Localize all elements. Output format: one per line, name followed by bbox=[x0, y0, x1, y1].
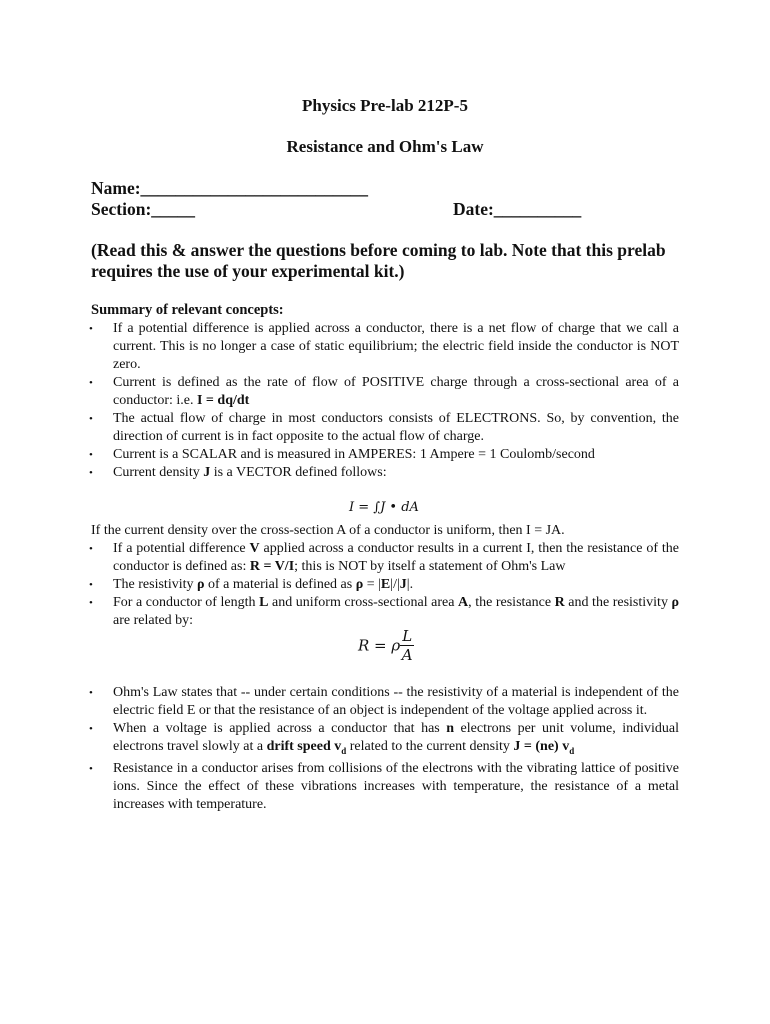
list-item: • For a conductor of length L and uniform cross-sectional area A, the resistance R and the resistivity ρ are related by: bbox=[91, 594, 679, 630]
list-item: • The actual flow of charge in most conductors consists of ELECTRONS. So, by convention, the direction of current is in fact opposite to the actual flow of charge. bbox=[91, 410, 679, 446]
current-integral-formula: I = ∫J • dA bbox=[349, 500, 419, 515]
resistance-formula: R = ρ $\frac{L}{A}$ bbox=[358, 627, 413, 664]
list-item: • When a voltage is applied across a conductor that has n electrons per unit volume, individual electrons travel slowly at a drift speed $v_d$ related to the current density J = (ne) $v_d$ bbox=[91, 720, 679, 760]
course-title: Physics Pre-lab 212P-5 bbox=[302, 96, 468, 115]
date-field: Date:__________ bbox=[453, 199, 582, 219]
list-item: • If a potential difference is applied across a conductor, there is a net flow of charge that we call a current. This is no longer a case of static equilibrium; the electric field inside the conductor is NOT zero. bbox=[91, 320, 679, 374]
instruction-text: (Read this & answer the questions before coming to lab. Note that this prelab requires the use of your experimental kit.) bbox=[91, 240, 666, 281]
list-item: • Current density J is a VECTOR defined follows: bbox=[91, 464, 679, 482]
lab-title: Resistance and Ohm's Law bbox=[286, 137, 484, 156]
list-item: • Current is defined as the rate of flow of POSITIVE charge through a cross-sectional area of a conductor: i.e. I = dq/dt bbox=[91, 374, 679, 410]
summary-heading: Summary of relevant concepts: bbox=[91, 302, 284, 318]
list-item: • The resistivity ρ of a material is defined as ρ = |E|/|J|. bbox=[91, 576, 679, 594]
uniform-density-text: If the current density over the cross-section A of a conductor is uniform, then I = JA. bbox=[91, 523, 565, 538]
list-item: • Resistance in a conductor arises from collisions of the electrons with the vibrating lattice of positive ions. Since the effect of these vibrations increases with temperature, the resistance of a metal increases with temperature. bbox=[91, 760, 679, 814]
concept-list-1 bbox=[91, 320, 679, 482]
name-field: Name:__________________________ bbox=[91, 178, 369, 198]
list-item: • Ohm's Law states that -- under certain conditions -- the resistivity of a material is independent of the electric field E or that the resistance of an object is independent of the voltage applied across it. bbox=[91, 684, 679, 720]
section-field: Section:_____ bbox=[91, 199, 196, 219]
list-item: • Current is a SCALAR and is measured in AMPERES: 1 Ampere = 1 Coulomb/second bbox=[91, 446, 679, 464]
concept-list-3 bbox=[91, 684, 679, 814]
concept-list-2 bbox=[91, 540, 679, 630]
list-item: • If a potential difference V applied across a conductor results in a current I, then the resistance of the conductor is defined as: R = V/I; this is NOT by itself a statement of Ohm's Law bbox=[91, 540, 679, 576]
